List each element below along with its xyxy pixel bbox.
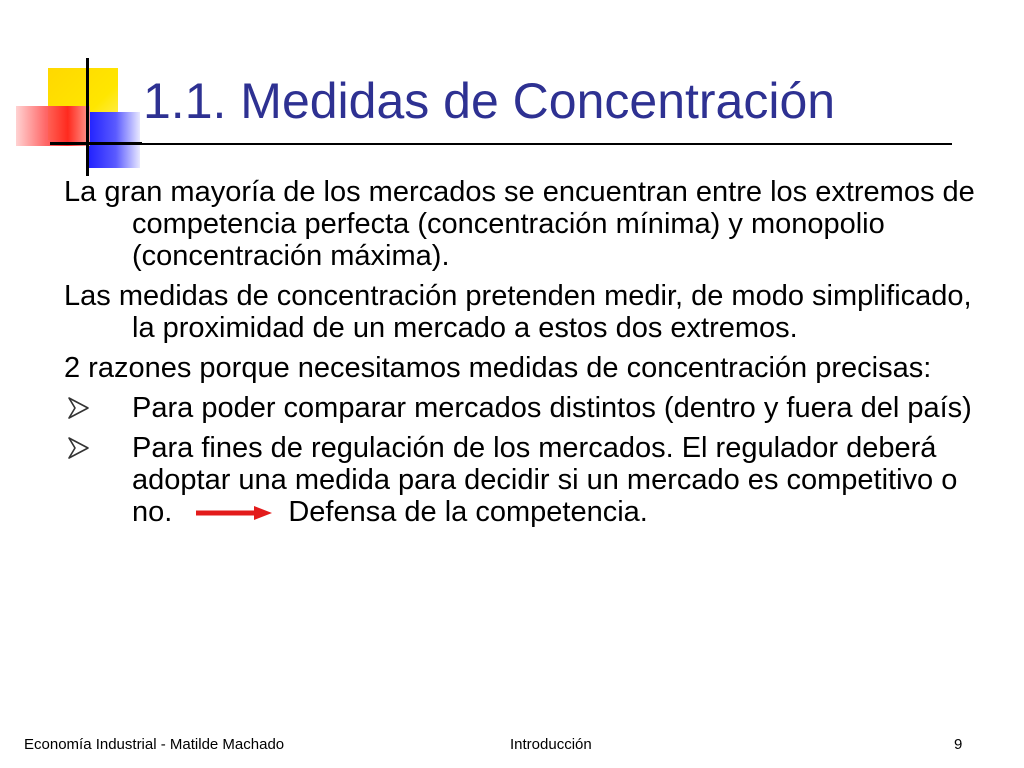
footer-course-author: Economía Industrial - Matilde Machado <box>24 736 285 753</box>
footer-section: Introducción <box>510 736 592 753</box>
bullet-item-1 <box>64 392 984 424</box>
bullet-1-text: Para poder comparar mercados distintos (dentro y fuera del país) <box>132 392 972 424</box>
slide-body <box>64 176 984 536</box>
arrowhead-bullet-icon <box>66 436 90 460</box>
red-right-arrow-icon <box>194 503 274 523</box>
paragraph-3: 2 razones porque necesitamos medidas de concentración precisas: <box>64 352 932 384</box>
logo-vertical-line <box>86 58 89 176</box>
footer-page-number: 9 <box>954 736 963 753</box>
colored-squares-logo <box>0 0 150 180</box>
bullet-2-conclusion: Defensa de la competencia. <box>288 496 648 528</box>
paragraph-1: La gran mayoría de los mercados se encuentran entre los extremos de competencia perfecta (concentración mínima) y monopolio (concentración máxima). <box>64 176 975 272</box>
arrowhead-bullet-icon <box>66 396 90 420</box>
title-divider <box>72 143 952 145</box>
slide-title: 1.1. Medidas de Concentración <box>143 73 836 129</box>
paragraph-2: Las medidas de concentración pretenden medir, de modo simplificado, la proximidad de un mercado a estos dos extremos. <box>64 280 972 344</box>
bullet-2-text: Para fines de regulación de los mercados. El regulador deberá adoptar una medida para decidir si un mercado es competitivo o no. <box>132 432 958 528</box>
bullet-item-2 <box>64 432 984 528</box>
logo-blue-square <box>86 112 140 168</box>
logo-red-square <box>16 106 90 146</box>
